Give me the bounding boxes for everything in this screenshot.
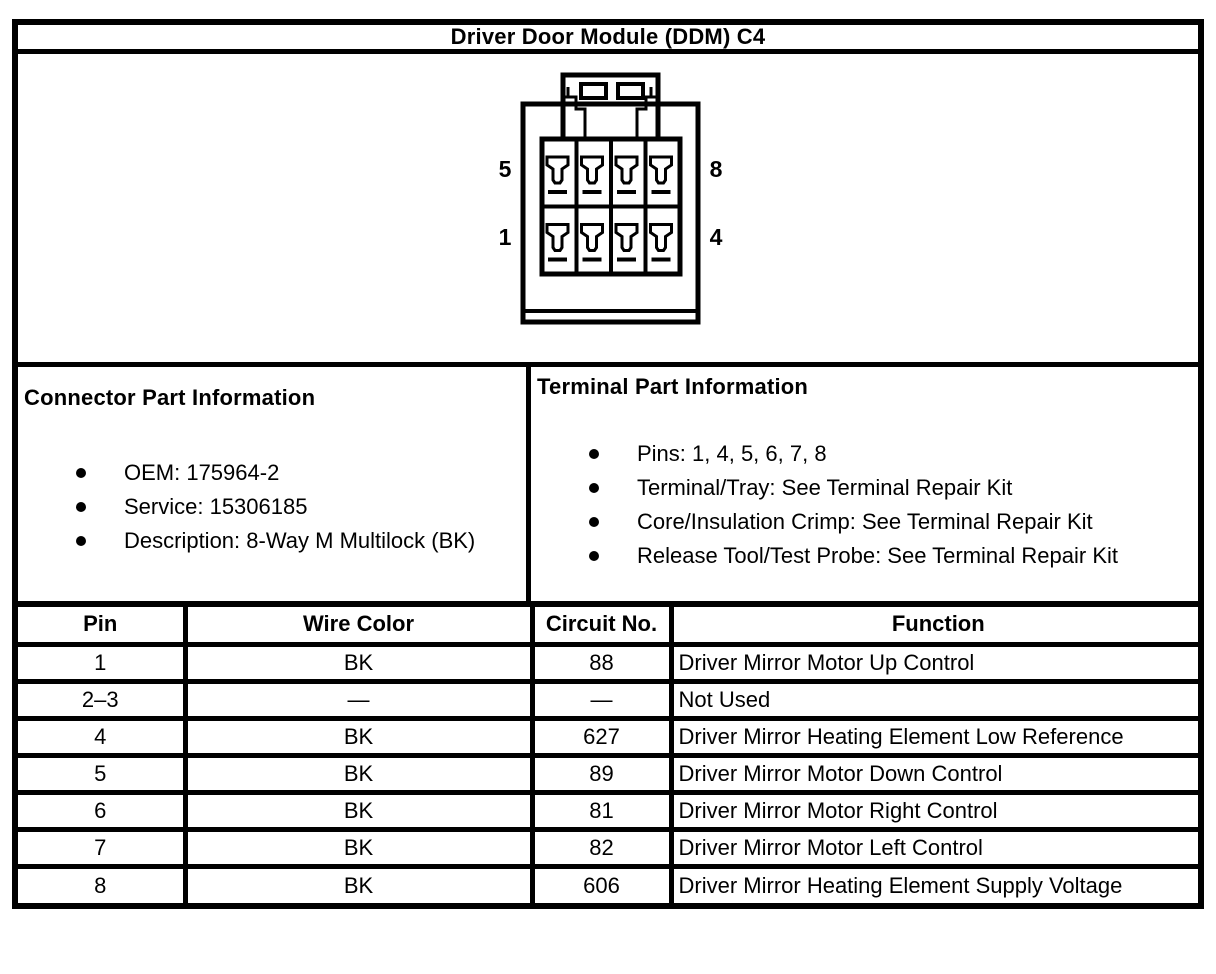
list-item: [537, 510, 1198, 534]
circuit-no-cell: 81: [532, 792, 671, 829]
bullet-icon: [589, 551, 599, 561]
connector-info-list: [24, 461, 526, 553]
function-cell: Driver Mirror Motor Down Control: [671, 755, 1198, 792]
bullet-icon: [589, 483, 599, 493]
pin-label-bottom-right: 4: [709, 224, 723, 250]
circuit-no-cell: 89: [532, 755, 671, 792]
terminal-info-crimp: Core/Insulation Crimp: See Terminal Repair Kit: [637, 509, 1093, 534]
circuit-no-cell: 606: [532, 866, 671, 903]
list-item: [24, 495, 526, 519]
connector-face-diagram: [443, 64, 773, 344]
circuit-no-cell: 88: [532, 644, 671, 681]
pinout-table: [18, 607, 1198, 903]
connector-info-heading: Connector Part Information: [24, 385, 316, 410]
terminal-info-release-tool: Release Tool/Test Probe: See Terminal Repair Kit: [637, 543, 1118, 568]
terminal-info-pins: Pins: 1, 4, 5, 6, 7, 8: [637, 441, 827, 466]
wire-color-cell: BK: [185, 755, 532, 792]
latch-tab-icon: [563, 75, 658, 139]
list-item: [537, 544, 1198, 568]
list-item: [24, 461, 526, 485]
table-row: [18, 681, 1198, 718]
connector-info-description: Description: 8-Way M Multilock (BK): [124, 528, 476, 553]
pin-label-top-right: 8: [709, 156, 723, 182]
connector-info-oem: OEM: 175964-2: [124, 460, 280, 485]
bullet-icon: [589, 449, 599, 459]
list-item: [24, 529, 526, 553]
wire-color-cell: BK: [185, 829, 532, 866]
list-item: [537, 476, 1198, 500]
circuit-no-cell: 82: [532, 829, 671, 866]
table-row: [18, 792, 1198, 829]
column-header-function: Function: [671, 607, 1198, 644]
function-cell: Driver Mirror Heating Element Supply Voltage: [671, 866, 1198, 903]
bullet-icon: [76, 468, 86, 478]
terminal-part-information-cell: [531, 367, 1198, 601]
function-cell: Driver Mirror Motor Right Control: [671, 792, 1198, 829]
table-row: [18, 866, 1198, 903]
pin-cell: 4: [18, 718, 185, 755]
pin-label-bottom-left: 1: [498, 224, 512, 250]
connector-sheet: [12, 19, 1204, 909]
function-cell: Driver Mirror Motor Up Control: [671, 644, 1198, 681]
circuit-no-cell: 627: [532, 718, 671, 755]
pin-cell: 6: [18, 792, 185, 829]
table-row: [18, 644, 1198, 681]
terminal-info-heading: Terminal Part Information: [537, 374, 809, 399]
wire-color-cell: BK: [185, 792, 532, 829]
column-header-circuit-no: Circuit No.: [532, 607, 671, 644]
wire-color-cell: BK: [185, 644, 532, 681]
function-cell: Not Used: [671, 681, 1198, 718]
function-cell: Driver Mirror Heating Element Low Reference: [671, 718, 1198, 755]
pin-cell: 1: [18, 644, 185, 681]
list-item: [537, 442, 1198, 466]
connector-diagram-section: [18, 64, 1198, 367]
bullet-icon: [76, 502, 86, 512]
pin-cell: 5: [18, 755, 185, 792]
function-cell: Driver Mirror Motor Left Control: [671, 829, 1198, 866]
terminal-grid-icon: [542, 139, 680, 274]
table-row: [18, 718, 1198, 755]
connector-info-service: Service: 15306185: [124, 494, 308, 519]
table-row: [18, 829, 1198, 866]
pin-label-top-left: 5: [498, 156, 512, 182]
pin-cell: 2–3: [18, 681, 185, 718]
terminal-info-list: [537, 442, 1198, 568]
bullet-icon: [76, 536, 86, 546]
part-information-section: [18, 367, 1198, 607]
circuit-no-cell: —: [532, 681, 671, 718]
wire-color-cell: BK: [185, 718, 532, 755]
pin-cell: 7: [18, 829, 185, 866]
table-header-row: [18, 607, 1198, 644]
page-title: Driver Door Module (DDM) C4: [18, 25, 1198, 54]
column-header-pin: Pin: [18, 607, 185, 644]
pin-cell: 8: [18, 866, 185, 903]
bullet-icon: [589, 517, 599, 527]
connector-part-information-cell: [18, 367, 531, 601]
table-row: [18, 755, 1198, 792]
terminal-info-tray: Terminal/Tray: See Terminal Repair Kit: [637, 475, 1013, 500]
wire-color-cell: —: [185, 681, 532, 718]
wire-color-cell: BK: [185, 866, 532, 903]
column-header-wire-color: Wire Color: [185, 607, 532, 644]
